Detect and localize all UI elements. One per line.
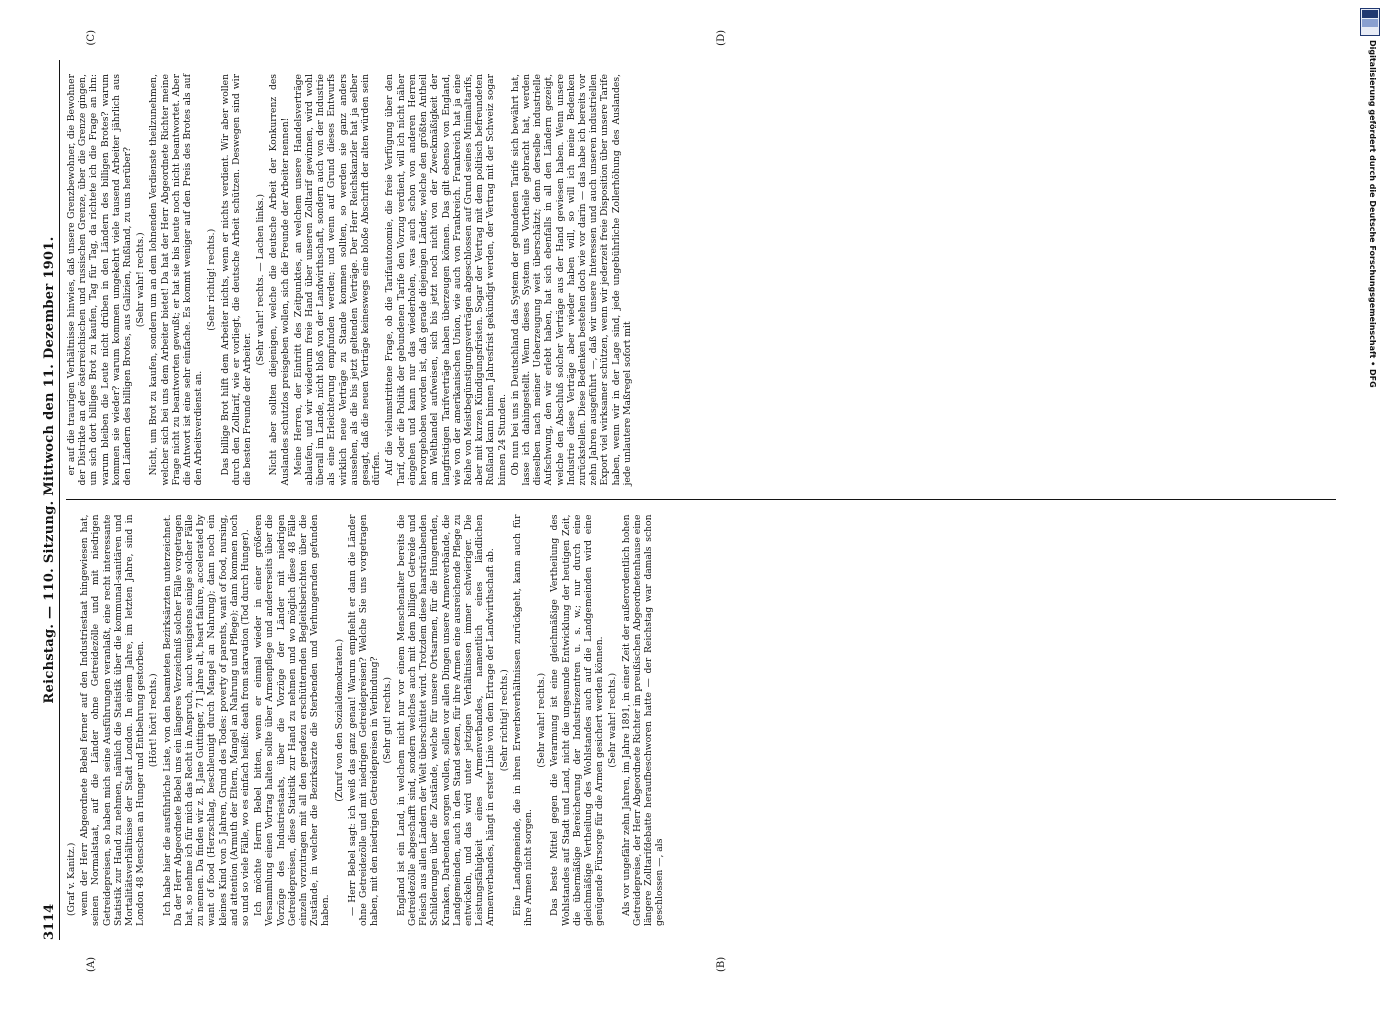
interjection: (Sehr wahr! rechts.) [135, 232, 147, 328]
paragraph: England ist ein Land, in welchem nicht nur vor einem Menschenalter bereits die Getreidezölle abgeschafft sind, sondern welches auch mit dem billigen Getreide und Fleisch aus allen Ländern der Welt überschüttet wird. Trotzdem diese haarsträubenden Schilderungen über die Zustände, welche für unsere Ortsarmen, für die Hungernden, Kranken, Darbenden sorgen wollen, sollen vor allen Dingen unsere Armenverbände, die Landgemeinden, auch in den Stand setzen, für ihre Armen eine ausreichende Pflege zu entwickeln, und das wird unter jetzigen Verhältnissen immer schwieriger. Die Leistungsfähigkeit eines Armenverbandes, namentlich eines ländlichen Armenverbandes, hängt in erster Linie von dem Ertrage der Landwirthschaft ab. [395, 514, 497, 926]
interjection: (Zuruf von den Sozialdemokraten.) [333, 638, 345, 802]
margin-marker-d: (D) [716, 30, 727, 46]
page-header [30, 60, 60, 940]
paragraph: Auf die vielumstrittene Frage, ob die Tarifautonomie, die freie Verfügung über den Tarif, oder die Politik der gebundenen Tarife den Vorzug verdient, will ich nicht näher eingehen und kann nur das wiederholen, was auch schon von anderen Herren hervorgehoben worden ist, daß gerade diejenigen Länder, welche den größten Antheil am Welthandel aufweisen, sich bis jetzt noch nicht von der Zweckmäßigkeit der langfristigen Tarifverträge haben überzeugen können. Das gilt ebenso von England, wie von der amerikanischen Union, wie auch von Frankreich. Frankreich hat ja eine Reihe von Meistbegünstigungsverträgen abgeschlossen auf Grund seines Minimaltarifs, aber mit kurzen Kündigungsfristen. Sogar der Vertrag mit dem politisch befreundeten Rußland kann binnen Jahresfrist gekündigt werden, der Vertrag mit der Schweiz sogar binnen 24 Stunden. [384, 74, 508, 486]
margin-marker-c: (C) [86, 30, 97, 46]
page-title: Reichstag. — 110. Sitzung. Mittwoch den 11. Dezember 1901. [41, 236, 57, 704]
right-column [66, 60, 1336, 500]
interjection: (Sehr wahr! rechts.) [607, 672, 619, 768]
paragraph: Eine Landgemeinde, die in ihren Erwerbsverhältnissen zurückgeht, kann auch für ihre Armen nicht sorgen. [511, 514, 534, 926]
paragraph: Meine Herren, der Eintritt des Zeitpunktes, an welchem unsere Handelsverträge ablaufen, und wir wiederum freie Hand über unseren Zolltarif gewinnen, wird wohl überall im Lande, nicht bloß von der Landwirthschaft, sondern auch von der Industrie als eine Erleichterung empfunden werden; und wenn auf Grund dieses Entwurfs wirklich neue Verträge zu Stande kommen sollten, so werden sie ganz anders aussehen, als die bis jetzt geltenden Verträge. Der Herr Reichskanzler hat ja selber gesagt, daß die neuen Verträge keineswegs eine bloße Abschrift der alten würden sein dürfen. [292, 74, 383, 486]
left-column [66, 501, 1336, 941]
paragraph: Als vor ungefähr zehn Jahren, im Jahre 1891, in einer Zeit der außerordentlich hohen Getreidepreise, der Herr Abgeordnete Richter im preußischen Abgeordnetenhause eine längere Zolltarifdebatte heraufbeschworen hatte — der Reichstag war damals schon geschlossen —, als [620, 514, 666, 926]
speaker-label: (Graf v. Kanitz.) [66, 842, 77, 916]
column-divider [66, 500, 1336, 501]
margin-marker-a: (A) [86, 956, 97, 972]
interjection: (Sehr wahr! rechts. — Lachen links.) [255, 193, 267, 366]
interjection: (Sehr richtig! rechts.) [498, 669, 510, 772]
interjection: (Sehr richtig! rechts.) [206, 228, 218, 331]
paragraph: Ich habe hier die ausführliche Liste, von den beamteten Bezirksärzten unterzeichnet. Da der Herr Abgeordnete Bebel uns ein längeres Verzeichniß solcher Fälle vorgetragen hat, so nehme ich für mich das Recht in Anspruch, auch wenigstens einige solcher Fälle zu nennen. Da finden wir z. B. Jane Guttinger, 71 Jahre alt, heart failure, accelerated by want of food (Herzschlag, beschleunigt durch Mangel an Nahrung); dann noch ein kleines Kind von 5 Jahren, Grund des Todes: poverty of parents, want of food, nursing, and attention (Armuth der Eltern, Mangel an Nahrung und Pflege); dann kommen noch so und so viele Fälle, wo es einfach heißt: death from starvation (Tod durch Hunger). [161, 514, 252, 926]
page-number: 3114 [41, 903, 57, 940]
text-columns [66, 30, 1336, 972]
paragraph: Ob nun bei uns in Deutschland das System der gebundenen Tarife sich bewährt hat, lasse ich dahingestellt. Wenn dieses System uns Vortheile gebracht hat, werden dieselben nach meiner Ueberzeugung weit überschätzt; denn derselbe industrielle Aufschwung, den wir erlebt haben, hat sich ebenfalls in all den Ländern gezeigt, welche den Abschluß solcher Verträge aus der Hand gewiesen haben. Wenn unsere Industrie diese Verträge aber wieder haben will, so will ich meine Bedenken zurückstellen. Diese Bedenken bestehen doch wie vor darin — das habe ich bereits vor zehn Jahren ausgeführt —, daß wir unsere Interessen und auch unseren industriellen Export viel wirksamer schützen, wenn wir jederzeit freie Disposition über unsere Tarife haben, wenn wir in der Lage sind, jede ungebührliche Zollerhöhung des Auslandes, jede unlautere Maßregel sofort mit [509, 74, 633, 486]
interjection: (Sehr wahr! rechts.) [536, 672, 548, 768]
paragraph: Nicht, um Brot zu kaufen, sondern um an dem lohnenden Verdienste theilzunehmen, welcher sich bei uns dem Arbeiter bietet! Da hat der Herr Abgeordnete Richter meine Frage nicht zu beantworten gewußt; er hat sie bis heute noch nicht beantwortet. Aber die Antwort ist eine sehr einfache. Es kommt weniger auf den Preis des Brotes als auf den Arbeitsverdienst an. [148, 74, 205, 486]
paragraph: Das beste Mittel gegen die Verarmung ist eine gleichmäßige Vertheilung des Wohlstandes auf Stadt und Land, nicht die ungesunde Entwicklung der heutigen Zeit, die übermäßige Bereicherung der Industriezentren u. s. w.; nur durch eine gleichmäßige Vertheilung des Wohlstandes auch auf die Landgemeinden wird eine genügende Fürsorge für die Armen gesichert werden können. [549, 514, 606, 926]
interjection: (Hört! hört! rechts.) [148, 673, 160, 768]
paragraph: — Herr Bebel sagt: ich weiß das ganz genau! Warum empfiehlt er dann die Länder ohne Getreidezölle und mit niedrigen Getreidepreisen? Welche Sie uns vorgetragen haben, mit den niedrigen Getreidepreisen in Verbindung? [346, 514, 381, 926]
paragraph: Ich möchte Herrn Bebel bitten, wenn er einmal wieder in einer größeren Versammlung einen Vortrag halten sollte über Armenpflege und andererseits über die Vorzüge des Industriestaats, über die Vorzüge der Länder mit niedrigen Getreidepreisen, diese Statistik zur Hand zu nehmen und wo möglich diese 48 Fälle einzeln vorzutragen mit all den geradezu erschütternden Begleitsberichten über die Zustände, in welcher die Bezirksärzte die Sterbenden und Verhungernden gefunden haben. [253, 514, 332, 926]
interjection: (Sehr gut! rechts.) [382, 677, 394, 764]
margin-marker-b: (B) [716, 956, 727, 972]
rotated-page [30, 20, 1360, 980]
digitization-note: Digitalisierung gefördert durch die Deutsche Forschungsgemeinschaft • DFG [1368, 40, 1377, 388]
paragraph: Nicht aber sollten diejenigen, welche die deutsche Arbeit der Konkurrenz des Auslandes schutzlos preisgeben wollen, sich die Freunde der Arbeiter nennen! [268, 74, 291, 486]
dfg-logo-icon [1360, 8, 1380, 36]
paragraph: wenn der Herr Abgeordnete Bebel ferner auf den Industriestaat hingewiesen hat, seinen Normalstaat, auf die Länder ohne Getreidezölle und mit niedrigen Getreidepreisen, so haben mich seine Ausführungen veranlaßt, eine recht interessante Statistik zur Hand zu nehmen, nämlich die Statistik über die kommunal-sanitären und Mortalitätsverhältnisse der Stadt London. In einem Jahre, im letzten Jahre, sind in London 48 Menschen an Hunger und Entbehrung gestorben. [79, 514, 147, 926]
paragraph: Das billige Brot hilft dem Arbeiter nichts, wenn er nichts verdient. Wir aber wollen durch den Zolltarif, wie er vorliegt, die deutsche Arbeit schützen. Deswegen sind wir die besten Freunde der Arbeiter. [219, 74, 254, 486]
paragraph: er auf die traurigen Verhältnisse hinwies, daß unsere Grenzbewohner, die Bewohner der Distrikte an der österreichischen und russischen Grenze, über die Grenze gingen, um sich dort billiges Brot zu kaufen, Tag für Tag, da richtete ich die Frage an ihn: warum bleiben die Leute nicht drüben in den Ländern des billigen Brotes? warum kommen sie wieder? warum kommen umgekehrt viele tausend Arbeiter jährlich aus den Ländern des billigen Brotes, aus Galizien, Rußland, zu uns herüber? [66, 74, 134, 486]
